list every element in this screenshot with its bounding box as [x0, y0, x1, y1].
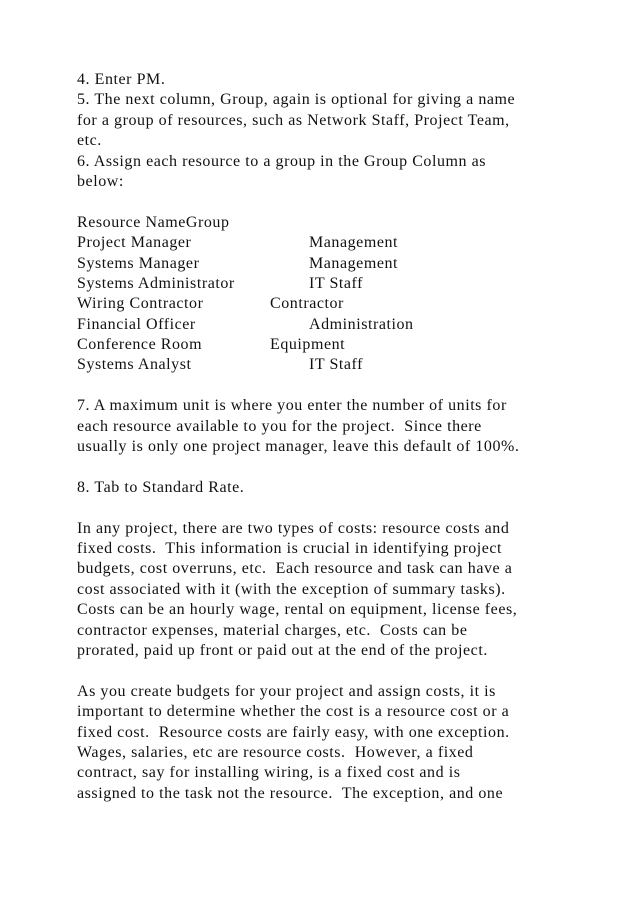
table-row	[77, 294, 597, 314]
resource-group: IT Staff	[309, 274, 364, 292]
resource-name: Project Manager	[77, 234, 192, 252]
text-line: Wages, salaries, etc are resource costs. However, a fixed	[77, 743, 474, 761]
text-line: etc.	[77, 132, 102, 150]
paragraph-gap	[77, 661, 597, 681]
text-line: 6. Assign each resource to a group in the Group Column as	[77, 152, 487, 170]
table-header: Resource NameGroup	[77, 213, 230, 231]
table-row	[77, 335, 597, 355]
table-row	[77, 355, 597, 375]
table-row	[77, 254, 597, 274]
text-line: Costs can be an hourly wage, rental on equipment, license fees,	[77, 601, 518, 619]
resource-group: Management	[309, 254, 399, 272]
resource-group: Equipment	[270, 336, 346, 354]
resource-group-table	[77, 213, 597, 376]
table-row	[77, 233, 597, 253]
table-row	[77, 274, 597, 294]
text-line: contractor expenses, material charges, etc. Costs can be	[77, 621, 468, 639]
text-line: assigned to the task not the resource. The exception, and one	[77, 784, 504, 802]
table-row	[77, 315, 597, 335]
text-line: each resource available to you for the project. Since there	[77, 417, 482, 435]
text-line: contract, say for installing wiring, is a fixed cost and is	[77, 764, 461, 782]
resource-group: IT Staff	[309, 356, 364, 374]
resource-group: Administration	[309, 315, 414, 333]
paragraph-gap	[77, 192, 597, 212]
paragraph-gap	[77, 498, 597, 518]
text-line: below:	[77, 172, 124, 190]
text-line: 7. A maximum unit is where you enter the number of units for	[77, 397, 507, 415]
text-line: important to determine whether the cost is a resource cost or a	[77, 703, 510, 721]
text-line: cost associated with it (with the exception of summary tasks).	[77, 580, 506, 598]
text-line: In any project, there are two types of costs: resource costs and	[77, 519, 510, 537]
paragraph-gap	[77, 376, 597, 396]
resource-name: Financial Officer	[77, 315, 196, 333]
text-line: 8. Tab to Standard Rate.	[77, 478, 245, 496]
text-line: fixed costs. This information is crucial in identifying project	[77, 539, 503, 557]
text-line: 5. The next column, Group, again is optional for giving a name	[77, 91, 516, 109]
text-line: usually is only one project manager, leave this default of 100%.	[77, 438, 520, 456]
text-line: for a group of resources, such as Network Staff, Project Team,	[77, 111, 510, 129]
text-line: budgets, cost overruns, etc. Each resource and task can have a	[77, 560, 513, 578]
text-line: 4. Enter PM.	[77, 71, 166, 88]
paragraph-gap	[77, 457, 597, 477]
resource-name: Conference Room	[77, 336, 203, 354]
resource-group: Contractor	[270, 295, 344, 313]
resource-name: Systems Analyst	[77, 356, 192, 374]
resource-name: Systems Administrator	[77, 274, 235, 292]
document-body	[77, 70, 597, 804]
text-line: prorated, paid up front or paid out at the end of the project.	[77, 641, 488, 659]
resource-name: Systems Manager	[77, 254, 200, 272]
resource-group: Management	[309, 234, 399, 252]
text-line: As you create budgets for your project and assign costs, it is	[77, 682, 496, 700]
resource-name: Wiring Contractor	[77, 295, 204, 313]
text-line: fixed cost. Resource costs are fairly easy, with one exception.	[77, 723, 510, 741]
